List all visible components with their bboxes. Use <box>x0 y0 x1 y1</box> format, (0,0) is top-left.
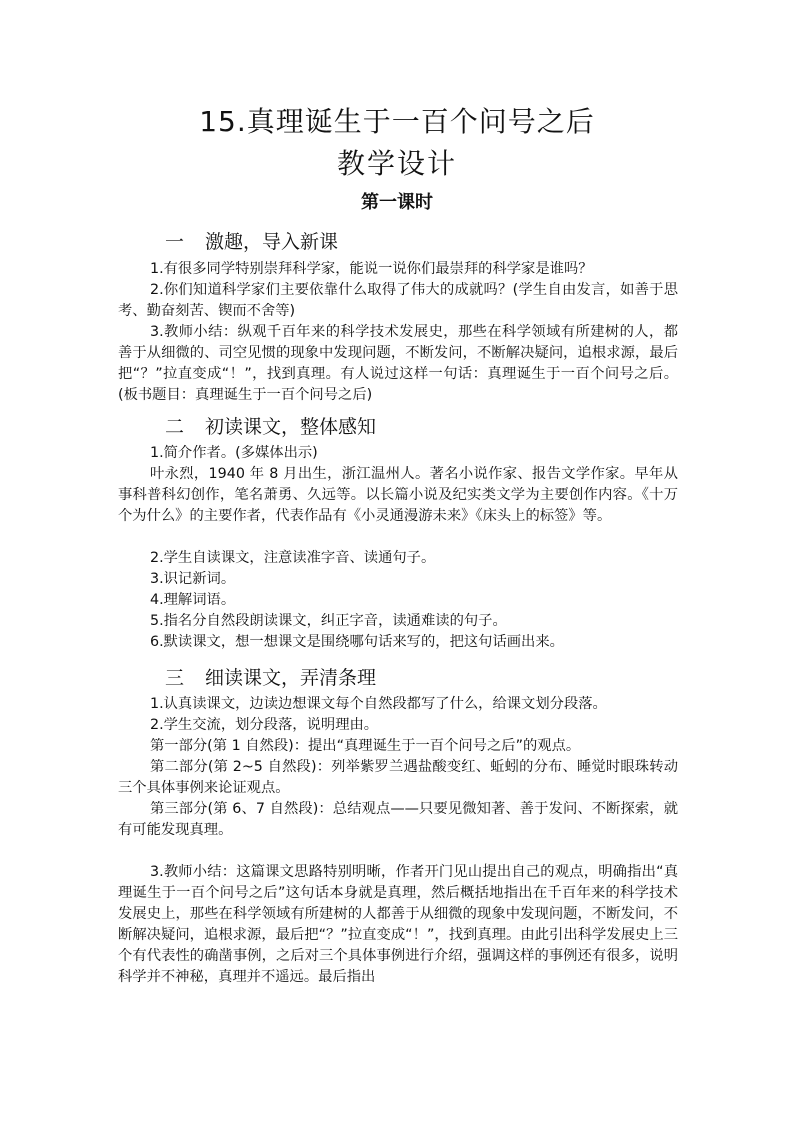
paragraph: 4.理解词语。 <box>150 592 236 608</box>
section-number: 一 <box>165 231 185 253</box>
paragraph: 3.识记新词。 <box>150 571 236 587</box>
paragraph: 第二部分(第 2~5 自然段)：列举紫罗兰遇盐酸变红、蚯蚓的分布、睡觉时眼珠转动三个具体事例来论证观点。 <box>118 759 678 796</box>
paragraph: 6.默读课文，想一想课文是围绕哪句话来写的，把这句话画出来。 <box>150 634 564 650</box>
paragraph: 1.有很多同学特别崇拜科学家，能说一说你们最崇拜的科学家是谁吗？ <box>150 261 593 277</box>
section-number: 二 <box>165 416 185 438</box>
section-title: 激趣，导入新课 <box>205 231 339 253</box>
paragraph: 5.指名分自然段朗读课文，纠正字音，读通难读的句子。 <box>150 613 507 629</box>
summary-paragraph: 3.教师小结：这篇课文思路特别明晰，作者开门见山提出自己的观点，明确指出“真理诞生于一百个问号之后”这句话本身就是真理，然后概括地指出在千百年来的科学技术发展史上，那些在科学领域有所建树的人都善于从细微的现象中发现问题，不断发问，不断解决疑问，追根求源，最后把“？”拉直变成“！”，找到真理。由此引出科学发展史上三个有代表性的确凿事例，之后对三个具体事例进行介绍，强调这样的事例还有很多，说明科学并不神秘，真理并不遥远。最后指出 <box>118 864 678 985</box>
section-heading-3 <box>165 663 376 690</box>
author-bio-paragraph: 叶永烈，1940 年 8 月出生，浙江温州人。著名小说作家、报告文学作家。早年从事科普科幻创作，笔名萧勇、久远等。以长篇小说及纪实类文学为主要创作内容。《十万个为什么》的主要作者，代表作品有《小灵通漫游未来》《床头上的标签》等。 <box>118 466 678 524</box>
section-title: 初读课文，整体感知 <box>205 416 377 438</box>
section-number: 三 <box>165 667 185 689</box>
paragraph: 3.教师小结：纵观千百年来的科学技术发展史，那些在科学领域有所建树的人，都善于从细微的、司空见惯的现象中发现问题，不断发问，不断解决疑问，追根求源，最后把“？”拉直变成“！”，找到真理。有人说过这样一句话：真理诞生于一百个问号之后。(板书题目：真理诞生于一百个问号之后) <box>118 324 678 403</box>
paragraph: 2.学生自读课文，注意读准字音、读通句子。 <box>150 550 436 566</box>
section-heading-1 <box>165 227 338 254</box>
paragraph: 1.认真读课文，边读边想课文每个自然段都写了什么，给课文划分段落。 <box>150 696 607 712</box>
paragraph: 2.学生交流，划分段落，说明理由。 <box>150 717 379 733</box>
document-subtitle: 教学设计 <box>336 147 457 180</box>
lesson-label: 第一课时 <box>361 192 433 213</box>
document-title: 15.真理诞生于一百个问号之后 <box>199 105 595 138</box>
section-heading-2 <box>165 412 376 439</box>
paragraph: 第三部分(第 6、7 自然段)：总结观点——只要见微知著、善于发问、不断探索，就有可能发现真理。 <box>118 801 678 838</box>
paragraph: 2.你们知道科学家们主要依靠什么取得了伟大的成就吗？(学生自由发言，如善于思考、勤奋刻苦、锲而不舍等) <box>118 282 678 319</box>
paragraph: 1.简介作者。(多媒体出示) <box>150 445 318 461</box>
section-title: 细读课文，弄清条理 <box>205 667 377 689</box>
paragraph: 第一部分(第 1 自然段)：提出“真理诞生于一百个问号之后”的观点。 <box>150 738 581 754</box>
